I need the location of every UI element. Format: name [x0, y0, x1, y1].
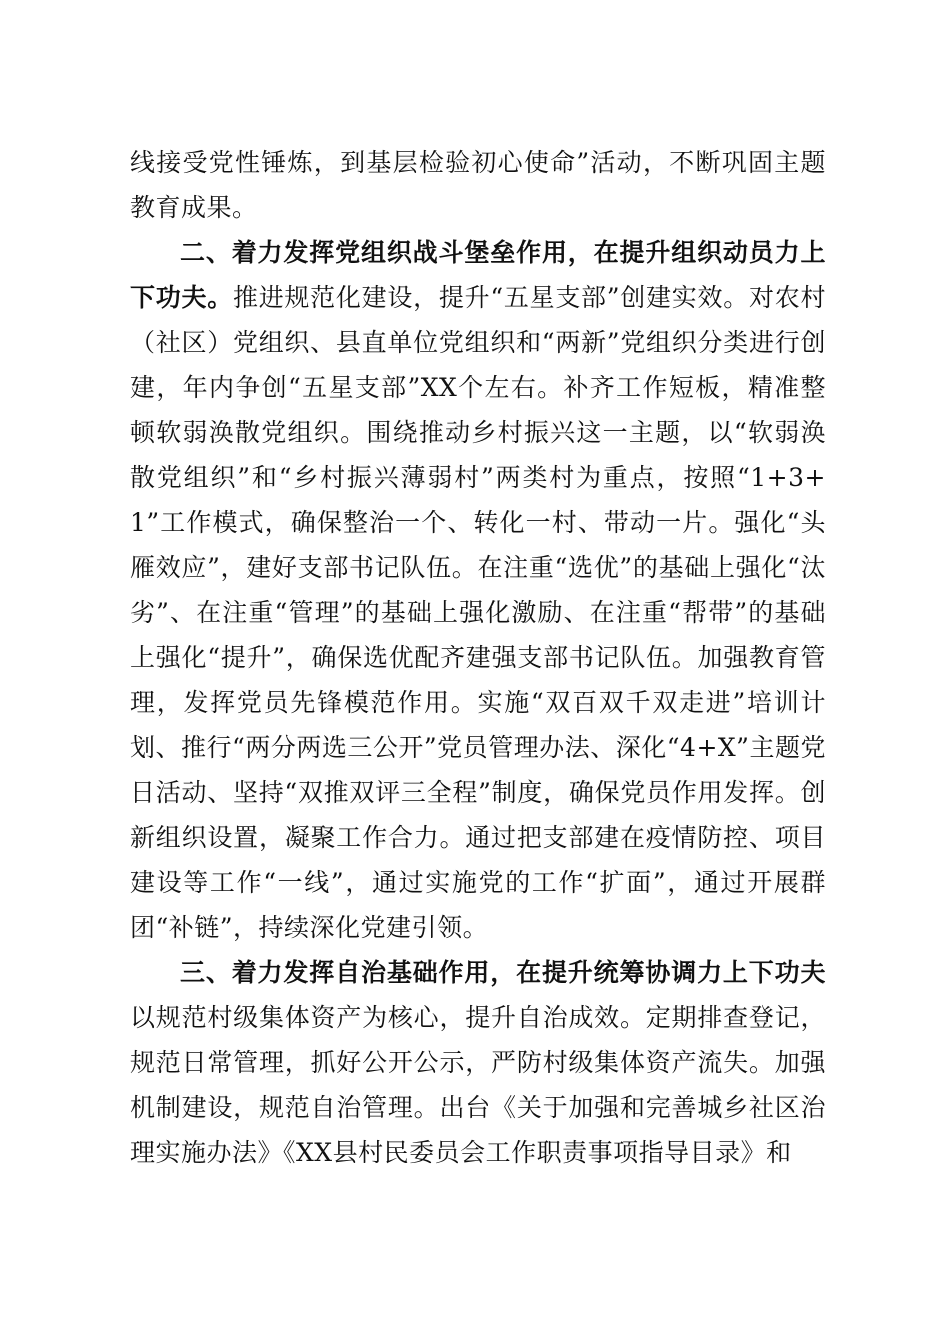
- section-heading-three: 三、着力发挥自治基础作用，在提升统筹协调力上下功夫: [180, 958, 826, 987]
- paragraph-continuation: [130, 140, 826, 230]
- paragraph-text: 线接受党性锤炼，到基层检验初心使命”活动，不断巩固主题教育成果。: [130, 148, 826, 222]
- paragraph-text: 推进规范化建设，提升“五星支部”创建实效。对农村（社区）党组织、县直单位党组织和“两新”党组织分类进行创建，年内争创“五星支部”XX个左右。补齐工作短板，精准整顿软弱涣散党组织。围绕推动乡村振兴这一主题，以“软弱涣散党组织”和“乡村振兴薄弱村”两类村为重点，按照“1+3+1”工作模式，确保整治一个、转化一村、带动一片。强化“头雁效应”，建好支部书记队伍。在注重“选优”的基础上强化“汰劣”、在注重“管理”的基础上强化激励、在注重“帮带”的基础上强化“提升”，确保选优配齐建强支部书记队伍。加强教育管理，发挥党员先锋模范作用。实施“双百双千双走进”培训计划、推行“两分两选三公开”党员管理办法、深化“4+X”主题党日活动、坚持“双推双评三全程”制度，确保党员作用发挥。创新组织设置，凝聚工作合力。通过把支部建在疫情防控、项目建设等工作“一线”，通过实施党的工作“扩面”，通过开展群团“补链”，持续深化党建引领。: [130, 283, 826, 942]
- document-body: [130, 140, 826, 1175]
- section-heading-two: 二、着力发挥党组织战斗堡垒作用，在提升组织动员力上下功夫。: [130, 238, 826, 312]
- paragraph-section-two: [130, 230, 826, 950]
- paragraph-text: 以规范村级集体资产为核心，提升自治成效。定期排查登记，规范日常管理，抓好公开公示，严防村级集体资产流失。加强机制建设，规范自治管理。出台《关于加强和完善城乡社区治理实施办法》《XX县村民委员会工作职责事项指导目录》和: [130, 1003, 826, 1167]
- paragraph-section-three: [130, 950, 826, 1175]
